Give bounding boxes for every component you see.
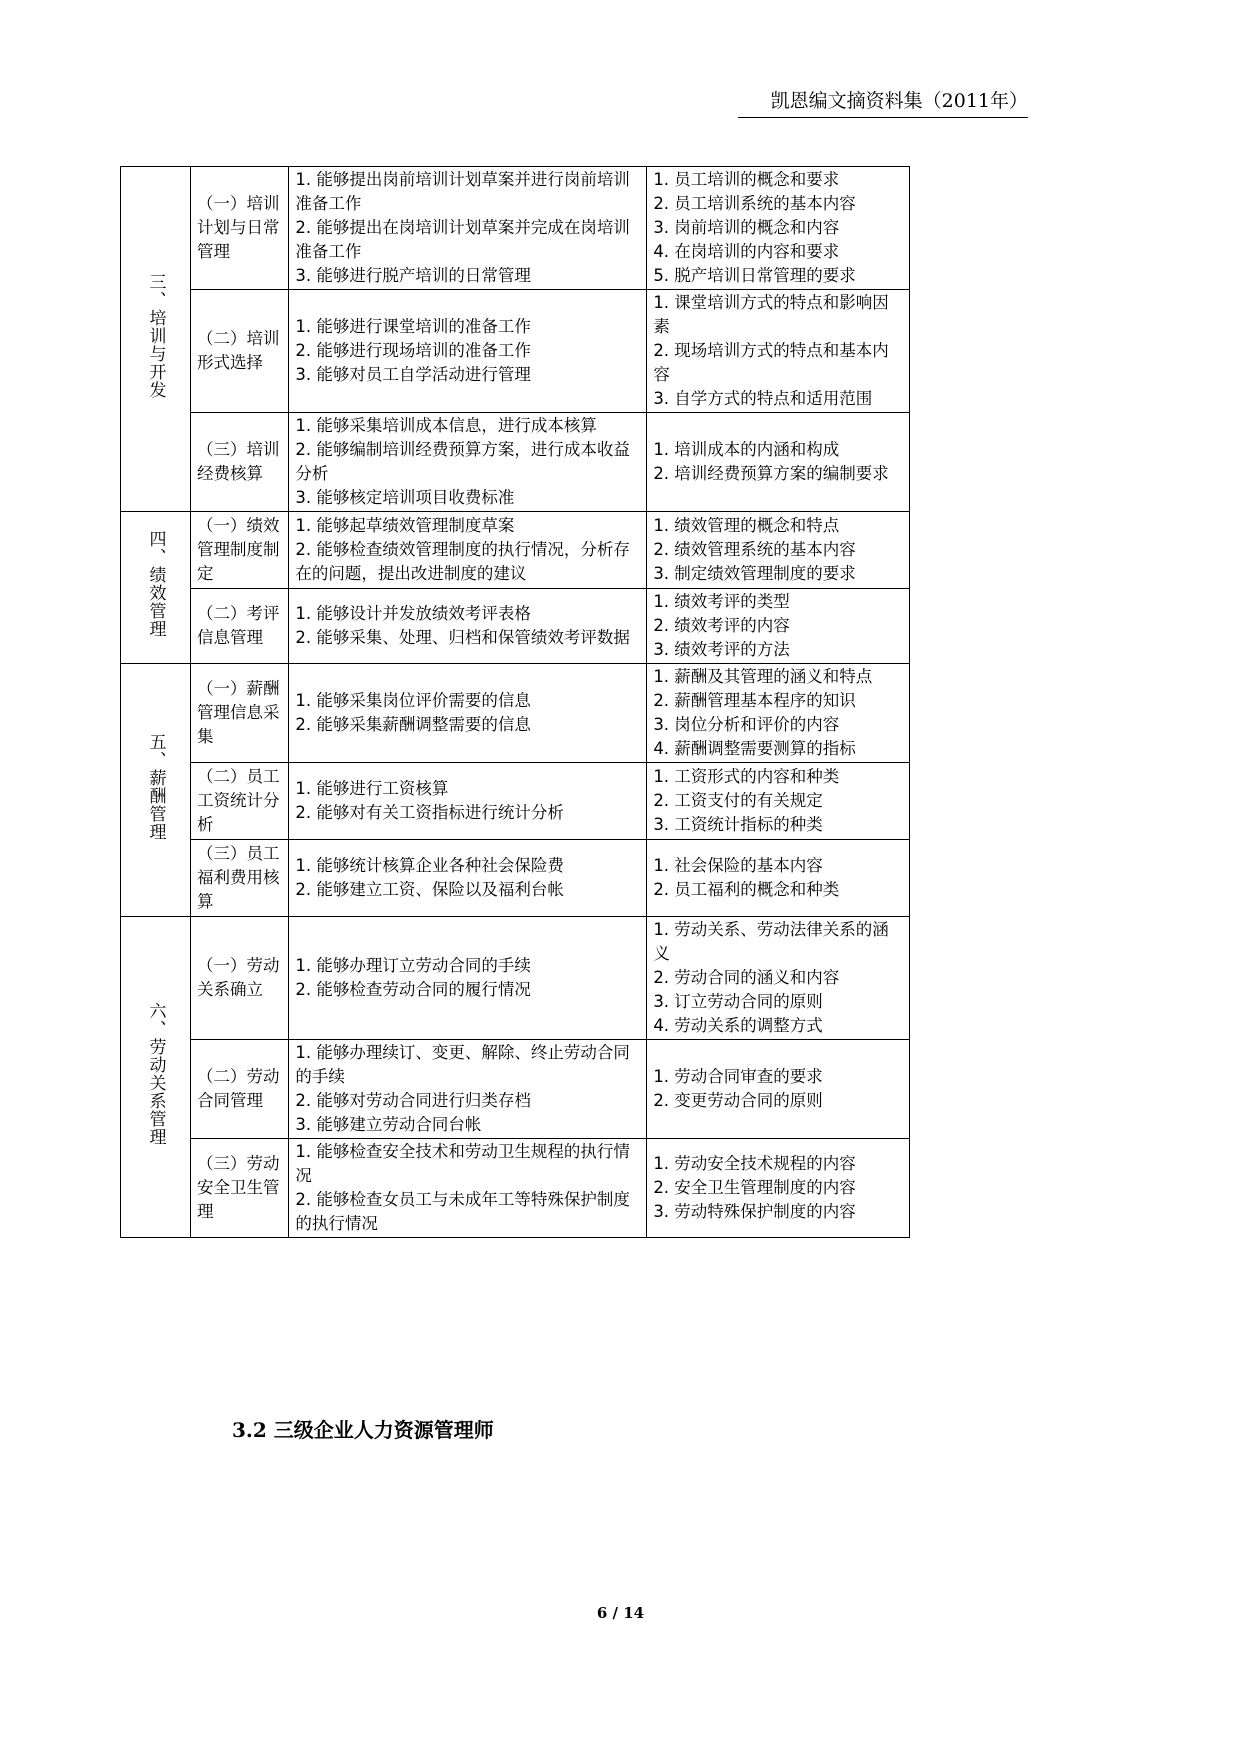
- subcategory-cell: （二）考评信息管理: [190, 589, 288, 664]
- knowledge-item: 2. 工资支付的有关规定: [653, 791, 823, 810]
- skill-item: 2. 能够进行现场培训的准备工作: [295, 341, 531, 360]
- skill-requirements-cell: [289, 413, 647, 512]
- subcategory-cell: （三）员工福利费用核算: [190, 840, 288, 917]
- knowledge-item: 1. 培训成本的内涵和构成: [653, 440, 840, 459]
- category-cell: [121, 167, 191, 512]
- table-row: [121, 167, 910, 290]
- skill-item: 2. 能够编制培训经费预算方案，进行成本收益分析: [295, 440, 630, 483]
- competency-table: [120, 166, 910, 1238]
- knowledge-item: 2. 员工培训系统的基本内容: [653, 194, 856, 213]
- knowledge-item: 1. 绩效考评的类型: [653, 592, 790, 611]
- skill-requirements-cell: [289, 664, 647, 763]
- skill-requirements-cell: [289, 763, 647, 840]
- table-row: [121, 413, 910, 512]
- knowledge-item: 3. 制定绩效管理制度的要求: [653, 564, 856, 583]
- skill-item: 1. 能够进行工资核算: [295, 779, 449, 798]
- knowledge-requirements-cell: [647, 1139, 910, 1238]
- category-label: 六、劳动关系管理: [145, 1001, 166, 1146]
- category-label: 三、培训与开发: [145, 272, 166, 399]
- skill-requirements-cell: [289, 1139, 647, 1238]
- skill-item: 1. 能够提出岗前培训计划草案并进行岗前培训准备工作: [295, 170, 630, 213]
- skill-item: 1. 能够进行课堂培训的准备工作: [295, 317, 531, 336]
- knowledge-item: 2. 劳动合同的涵义和内容: [653, 968, 840, 987]
- knowledge-item: 1. 社会保险的基本内容: [653, 856, 823, 875]
- knowledge-item: 1. 工资形式的内容和种类: [653, 767, 840, 786]
- table-row: [121, 763, 910, 840]
- knowledge-item: 2. 安全卫生管理制度的内容: [653, 1178, 856, 1197]
- skill-item: 3. 能够进行脱产培训的日常管理: [295, 266, 531, 285]
- skill-item: 1. 能够采集岗位评价需要的信息: [295, 691, 531, 710]
- skill-requirements-cell: [289, 1040, 647, 1139]
- skill-item: 1. 能够办理续订、变更、解除、终止劳动合同的手续: [295, 1043, 630, 1086]
- knowledge-item: 2. 培训经费预算方案的编制要求: [653, 464, 889, 483]
- subcategory-cell: （一）培训计划与日常管理: [190, 167, 288, 290]
- category-cell: [121, 664, 191, 917]
- skill-requirements-cell: [289, 167, 647, 290]
- knowledge-item: 5. 脱产培训日常管理的要求: [653, 266, 856, 285]
- subcategory-cell: （三）培训经费核算: [190, 413, 288, 512]
- knowledge-requirements-cell: [647, 840, 910, 917]
- skill-item: 1. 能够办理订立劳动合同的手续: [295, 956, 531, 975]
- category-cell: [121, 917, 191, 1238]
- subcategory-cell: （一）劳动关系确立: [190, 917, 288, 1040]
- knowledge-item: 4. 劳动关系的调整方式: [653, 1016, 823, 1035]
- skill-item: 2. 能够建立工资、保险以及福利台帐: [295, 880, 564, 899]
- skill-item: 2. 能够采集薪酬调整需要的信息: [295, 715, 531, 734]
- knowledge-item: 4. 在岗培训的内容和要求: [653, 242, 840, 261]
- knowledge-item: 1. 劳动合同审查的要求: [653, 1067, 823, 1086]
- skill-requirements-cell: [289, 589, 647, 664]
- knowledge-item: 1. 劳动关系、劳动法律关系的涵义: [653, 920, 889, 963]
- skill-item: 3. 能够对员工自学活动进行管理: [295, 365, 531, 384]
- subcategory-cell: （二）培训形式选择: [190, 290, 288, 413]
- knowledge-item: 2. 绩效管理系统的基本内容: [653, 540, 856, 559]
- knowledge-requirements-cell: [647, 167, 910, 290]
- skill-item: 2. 能够采集、处理、归档和保管绩效考评数据: [295, 628, 630, 647]
- skill-item: 3. 能够建立劳动合同台帐: [295, 1115, 482, 1134]
- knowledge-item: 1. 员工培训的概念和要求: [653, 170, 840, 189]
- knowledge-requirements-cell: [647, 763, 910, 840]
- skill-requirements-cell: [289, 512, 647, 589]
- knowledge-requirements-cell: [647, 290, 910, 413]
- knowledge-requirements-cell: [647, 917, 910, 1040]
- skill-item: 2. 能够检查绩效管理制度的执行情况，分析存在的问题，提出改进制度的建议: [295, 540, 630, 583]
- table-row: [121, 512, 910, 589]
- table-row: [121, 917, 910, 1040]
- skill-item: 2. 能够对有关工资指标进行统计分析: [295, 803, 564, 822]
- knowledge-requirements-cell: [647, 664, 910, 763]
- knowledge-item: 3. 订立劳动合同的原则: [653, 992, 823, 1011]
- skill-item: 3. 能够核定培训项目收费标准: [295, 488, 515, 507]
- knowledge-item: 2. 薪酬管理基本程序的知识: [653, 691, 856, 710]
- subcategory-cell: （三）劳动安全卫生管理: [190, 1139, 288, 1238]
- skill-item: 2. 能够提出在岗培训计划草案并完成在岗培训准备工作: [295, 218, 630, 261]
- knowledge-item: 3. 自学方式的特点和适用范围: [653, 389, 873, 408]
- knowledge-item: 4. 薪酬调整需要测算的指标: [653, 739, 856, 758]
- knowledge-item: 3. 劳动特殊保护制度的内容: [653, 1202, 856, 1221]
- knowledge-item: 1. 薪酬及其管理的涵义和特点: [653, 667, 873, 686]
- table-row: [121, 1139, 910, 1238]
- subcategory-cell: （一）薪酬管理信息采集: [190, 664, 288, 763]
- knowledge-item: 3. 绩效考评的方法: [653, 640, 790, 659]
- table-row: [121, 589, 910, 664]
- skill-item: 1. 能够设计并发放绩效考评表格: [295, 604, 531, 623]
- page-header: 凯恩编文摘资料集（2011年）: [738, 86, 1028, 118]
- knowledge-item: 1. 课堂培训方式的特点和影响因素: [653, 293, 889, 336]
- page-number: 6 / 14: [596, 1604, 645, 1622]
- category-label: 五、薪酬管理: [145, 732, 166, 841]
- skill-item: 1. 能够采集培训成本信息，进行成本核算: [295, 416, 597, 435]
- knowledge-item: 2. 绩效考评的内容: [653, 616, 790, 635]
- knowledge-item: 2. 现场培训方式的特点和基本内容: [653, 341, 889, 384]
- knowledge-requirements-cell: [647, 413, 910, 512]
- skill-item: 1. 能够检查安全技术和劳动卫生规程的执行情况: [295, 1142, 630, 1185]
- knowledge-item: 3. 岗位分析和评价的内容: [653, 715, 840, 734]
- category-label: 四、绩效管理: [145, 530, 166, 638]
- subcategory-cell: （二）员工工资统计分析: [190, 763, 288, 840]
- knowledge-item: 2. 变更劳动合同的原则: [653, 1091, 823, 1110]
- skill-item: 2. 能够检查劳动合同的履行情况: [295, 980, 531, 999]
- skill-requirements-cell: [289, 290, 647, 413]
- skill-item: 1. 能够统计核算企业各种社会保险费: [295, 856, 564, 875]
- category-cell: [121, 512, 191, 664]
- section-heading: 3.2 三级企业人力资源管理师: [232, 1418, 494, 1442]
- subcategory-cell: （二）劳动合同管理: [190, 1040, 288, 1139]
- knowledge-requirements-cell: [647, 589, 910, 664]
- knowledge-item: 1. 绩效管理的概念和特点: [653, 516, 840, 535]
- table-row: [121, 1040, 910, 1139]
- table-row: [121, 664, 910, 763]
- subcategory-cell: （一）绩效管理制度制定: [190, 512, 288, 589]
- knowledge-requirements-cell: [647, 512, 910, 589]
- knowledge-requirements-cell: [647, 1040, 910, 1139]
- skill-item: 2. 能够检查女员工与未成年工等特殊保护制度的执行情况: [295, 1190, 630, 1233]
- table-row: [121, 840, 910, 917]
- skill-requirements-cell: [289, 917, 647, 1040]
- skill-item: 2. 能够对劳动合同进行归类存档: [295, 1091, 531, 1110]
- knowledge-item: 3. 工资统计指标的种类: [653, 815, 823, 834]
- skill-item: 1. 能够起草绩效管理制度草案: [295, 516, 515, 535]
- table-row: [121, 290, 910, 413]
- knowledge-item: 1. 劳动安全技术规程的内容: [653, 1154, 856, 1173]
- knowledge-item: 3. 岗前培训的概念和内容: [653, 218, 840, 237]
- knowledge-item: 2. 员工福利的概念和种类: [653, 880, 840, 899]
- skill-requirements-cell: [289, 840, 647, 917]
